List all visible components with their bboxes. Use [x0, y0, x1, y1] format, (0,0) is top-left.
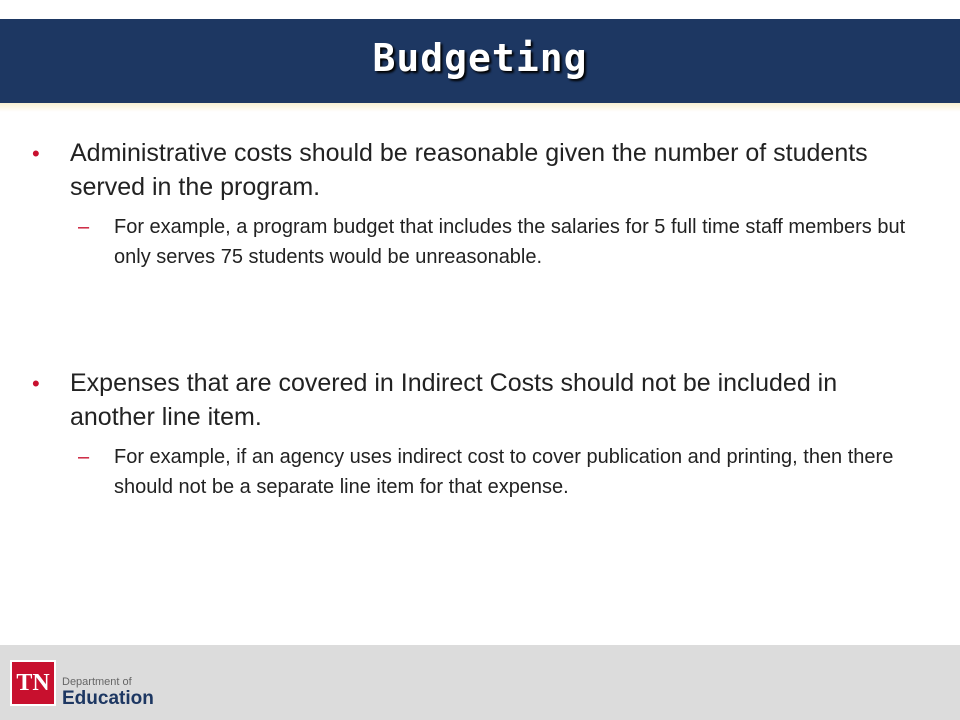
sub-bullet-marker: – — [78, 216, 90, 238]
sub-bullet-item — [78, 212, 918, 272]
sub-bullet-text: For example, a program budget that includes the salaries for 5 full time staff members but only serves 75 students would be unreasonable. — [114, 216, 906, 268]
footer-bar — [0, 645, 960, 720]
tn-logo-abbr: TN — [16, 669, 50, 696]
logo-education-label: Education — [62, 688, 154, 709]
title-bar — [0, 19, 960, 103]
slide-title: Budgeting — [372, 36, 588, 80]
sub-bullet-item — [78, 442, 918, 502]
title-rule — [0, 103, 960, 112]
bullet-item — [32, 136, 912, 204]
sub-bullet-marker: – — [78, 446, 90, 468]
bullet-item — [32, 366, 912, 434]
logo-department-label: Department of — [62, 676, 132, 688]
bullet-text: Administrative costs should be reasonable given the number of students served in the program. — [70, 139, 868, 201]
tn-logo-icon — [10, 660, 56, 706]
bullet-marker: • — [32, 371, 40, 396]
bullet-text: Expenses that are covered in Indirect Costs should not be included in another line item. — [70, 369, 838, 431]
bullet-marker: • — [32, 141, 40, 166]
sub-bullet-text: For example, if an agency uses indirect cost to cover publication and printing, then there should not be a separate line item for that expense. — [114, 446, 894, 498]
